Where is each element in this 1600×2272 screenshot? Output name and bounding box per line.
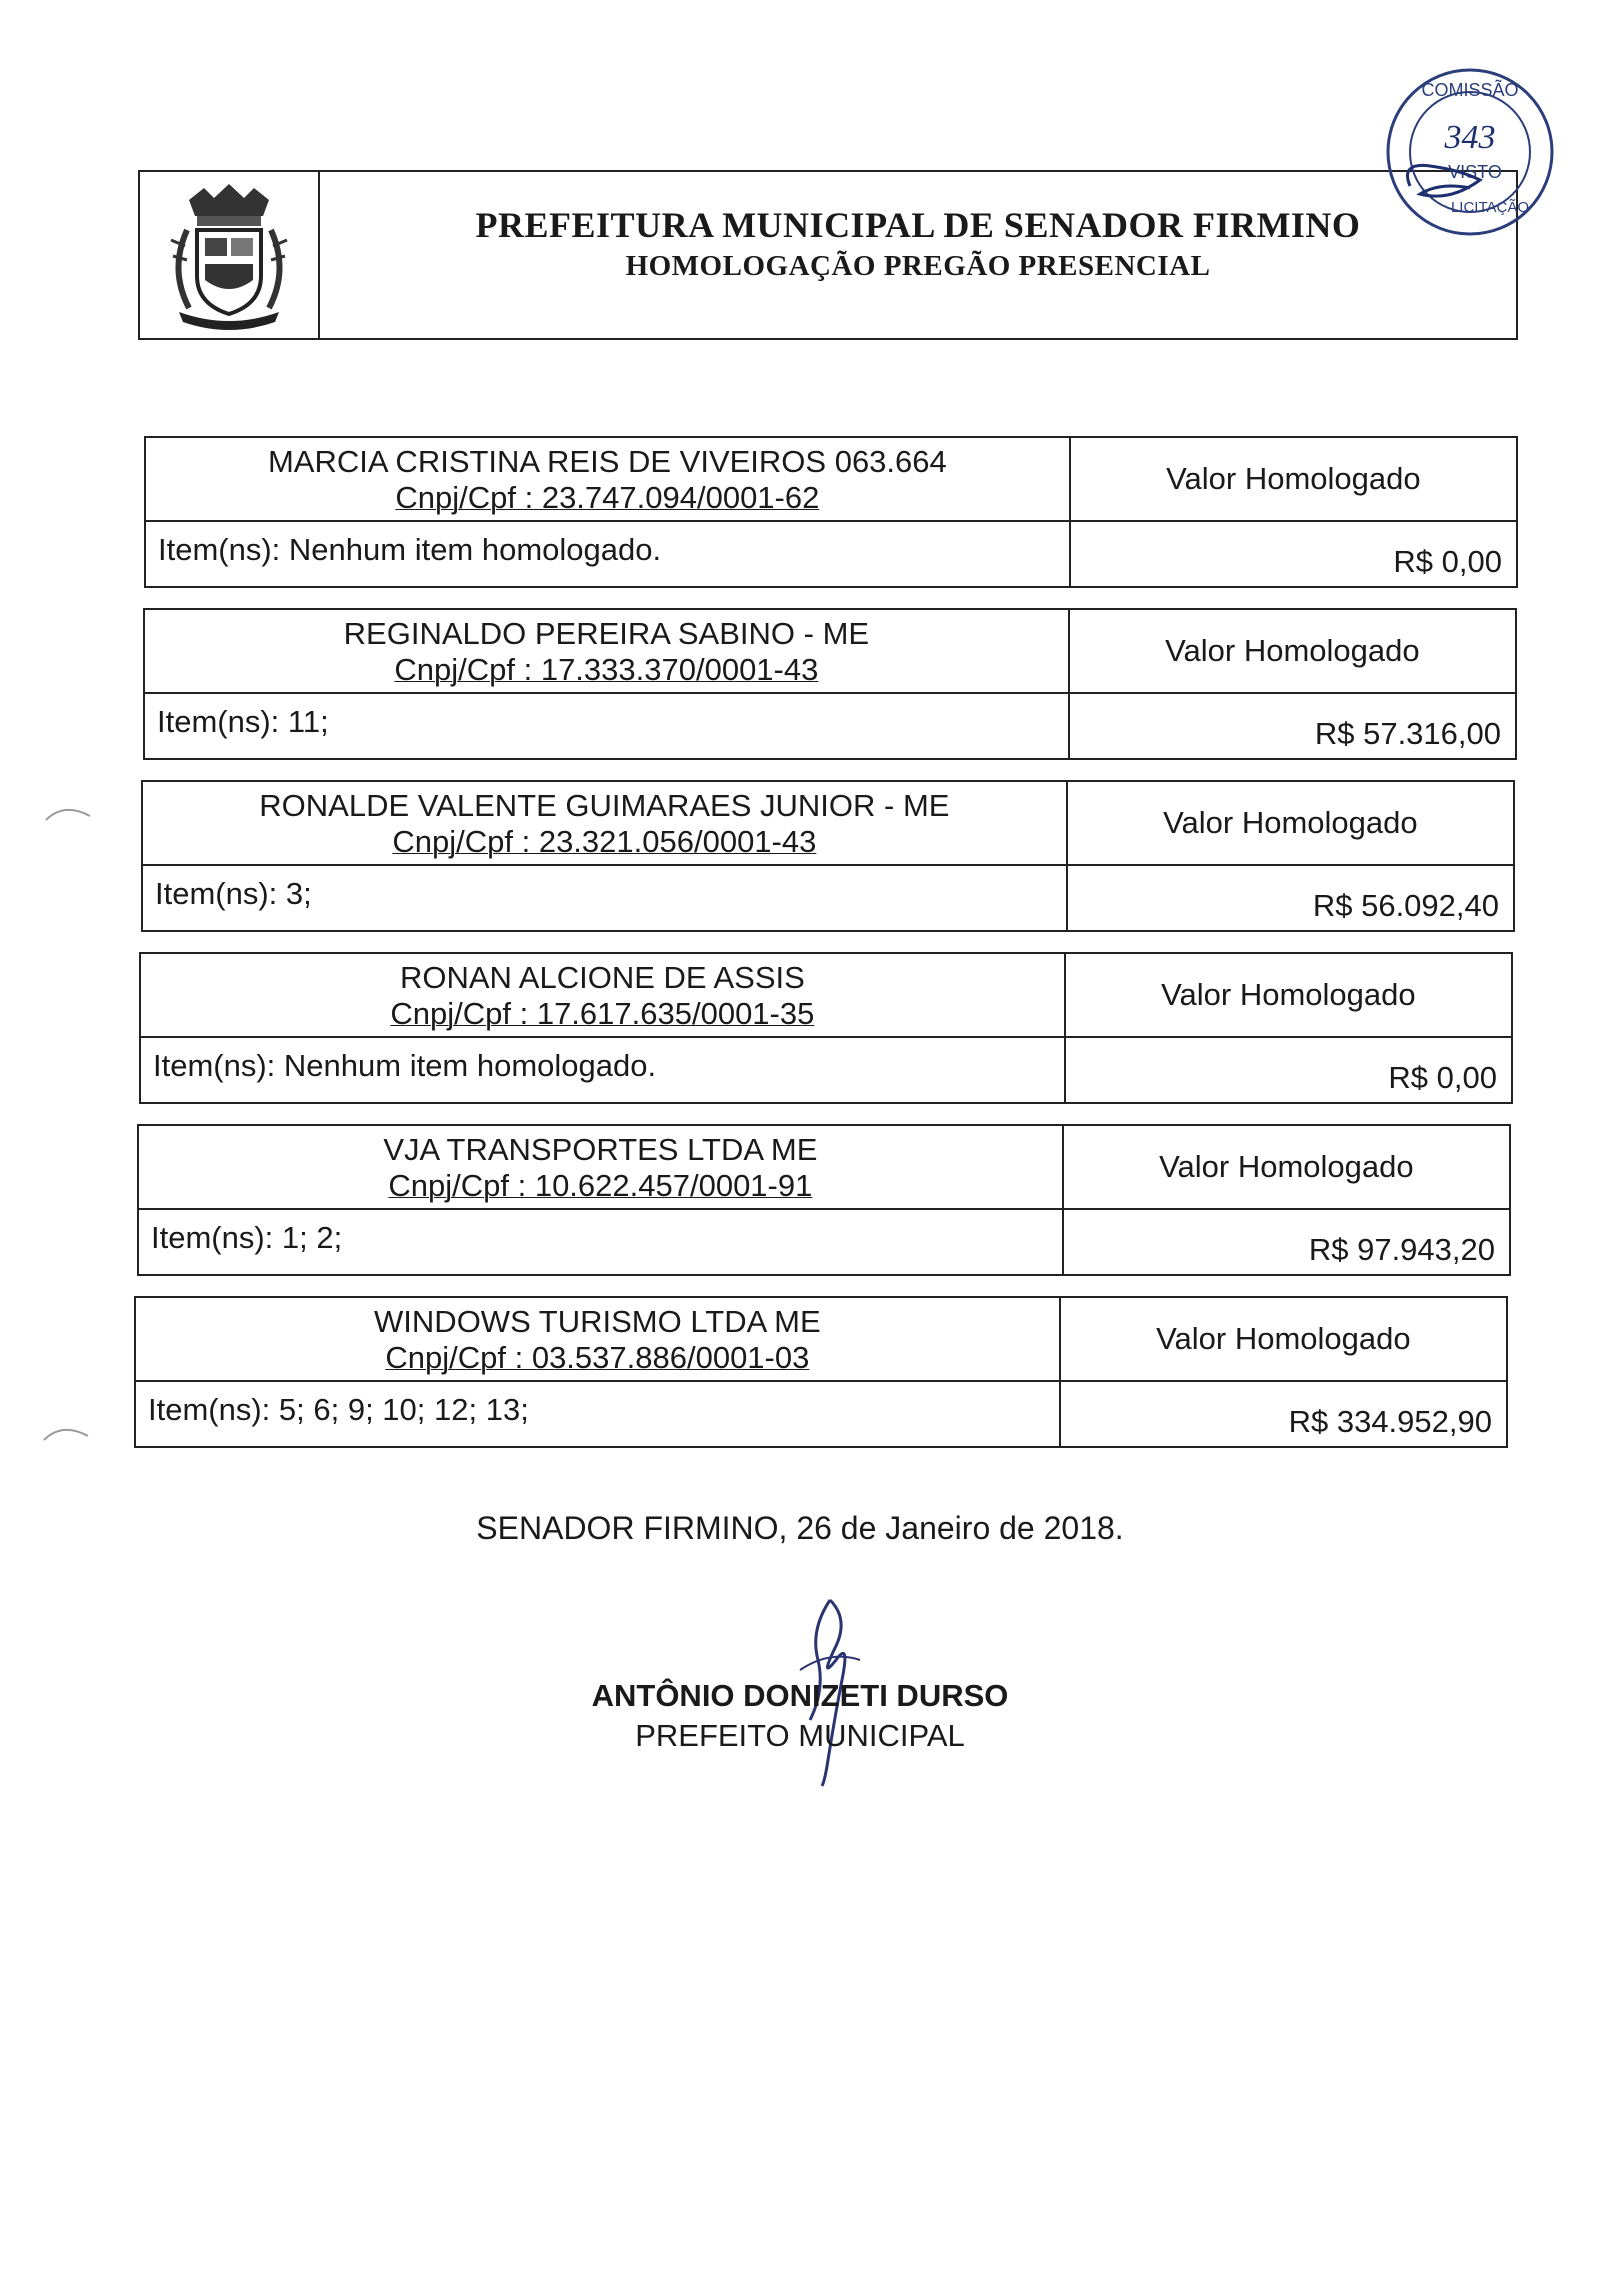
document-header <box>138 170 1518 340</box>
value-label: Valor Homologado <box>1068 782 1513 866</box>
company-name: RONAN ALCIONE DE ASSIS <box>399 960 805 995</box>
company-name: RONALDE VALENTE GUIMARAES JUNIOR - ME <box>259 788 950 823</box>
company-amount: R$ 57.316,00 <box>1314 716 1501 751</box>
company-block <box>137 1124 1511 1276</box>
signatory-role: PREFEITO MUNICIPAL <box>635 1718 965 1753</box>
company-name-cell <box>146 438 1071 522</box>
commission-stamp <box>1380 62 1560 242</box>
company-cnpj: Cnpj/Cpf : 10.622.457/0001-91 <box>388 1168 813 1203</box>
company-items: Item(ns): 3; <box>143 866 1068 930</box>
date-line: SENADOR FIRMINO, 26 de Janeiro de 2018. <box>476 1510 1124 1546</box>
company-cnpj: Cnpj/Cpf : 17.617.635/0001-35 <box>390 996 815 1031</box>
company-cnpj: Cnpj/Cpf : 23.321.056/0001-43 <box>392 824 817 859</box>
company-items: Item(ns): 1; 2; <box>139 1210 1064 1274</box>
company-cnpj: Cnpj/Cpf : 03.537.886/0001-03 <box>385 1340 810 1375</box>
title-cell <box>320 172 1516 338</box>
company-block <box>134 1296 1508 1448</box>
company-block <box>139 952 1513 1104</box>
value-label: Valor Homologado <box>1066 954 1511 1038</box>
company-block <box>144 436 1518 588</box>
value-label: Valor Homologado <box>1064 1126 1509 1210</box>
value-label: Valor Homologado <box>1071 438 1516 522</box>
company-name-cell <box>143 782 1068 866</box>
company-name-cell <box>136 1298 1061 1382</box>
company-name-cell <box>141 954 1066 1038</box>
company-block <box>143 608 1517 760</box>
coat-of-arms-icon <box>159 180 299 330</box>
company-name: REGINALDO PEREIRA SABINO - ME <box>343 616 870 651</box>
stamp-middle-text: VISTO <box>1448 162 1502 182</box>
company-amount: R$ 97.943,20 <box>1308 1232 1495 1267</box>
company-amount: R$ 0,00 <box>1393 544 1502 579</box>
stamp-top-text: COMISSÃO <box>1421 80 1519 100</box>
value-label: Valor Homologado <box>1061 1298 1506 1382</box>
company-amount: R$ 334.952,90 <box>1288 1404 1492 1439</box>
company-amount: R$ 0,00 <box>1388 1060 1497 1095</box>
scan-margin-mark <box>42 1420 92 1444</box>
company-name: VJA TRANSPORTES LTDA ME <box>383 1132 818 1167</box>
page-title: PREFEITURA MUNICIPAL DE SENADOR FIRMINO <box>475 205 1361 245</box>
company-items: Item(ns): Nenhum item homologado. <box>141 1038 1066 1102</box>
stamp-number: 343 <box>1444 119 1496 156</box>
company-name: MARCIA CRISTINA REIS DE VIVEIROS 063.664 <box>267 444 947 479</box>
page-subtitle: HOMOLOGAÇÃO PREGÃO PRESENCIAL <box>625 250 1211 282</box>
signatory-name: ANTÔNIO DONIZETI DURSO <box>591 1678 1009 1713</box>
logo-cell <box>140 172 320 338</box>
company-block <box>141 780 1515 932</box>
company-name-cell <box>139 1126 1064 1210</box>
company-name: WINDOWS TURISMO LTDA ME <box>374 1304 821 1339</box>
stamp-bottom-text: LICITAÇÃO <box>1450 199 1530 216</box>
company-cnpj: Cnpj/Cpf : 23.747.094/0001-62 <box>395 480 820 515</box>
company-items: Item(ns): 11; <box>145 694 1070 758</box>
scan-margin-mark <box>44 800 94 824</box>
value-label: Valor Homologado <box>1070 610 1515 694</box>
company-amount: R$ 56.092,40 <box>1312 888 1499 923</box>
company-items: Item(ns): Nenhum item homologado. <box>146 522 1071 586</box>
company-cnpj: Cnpj/Cpf : 17.333.370/0001-43 <box>394 652 819 687</box>
company-items: Item(ns): 5; 6; 9; 10; 12; 13; <box>136 1382 1061 1446</box>
company-name-cell <box>145 610 1070 694</box>
